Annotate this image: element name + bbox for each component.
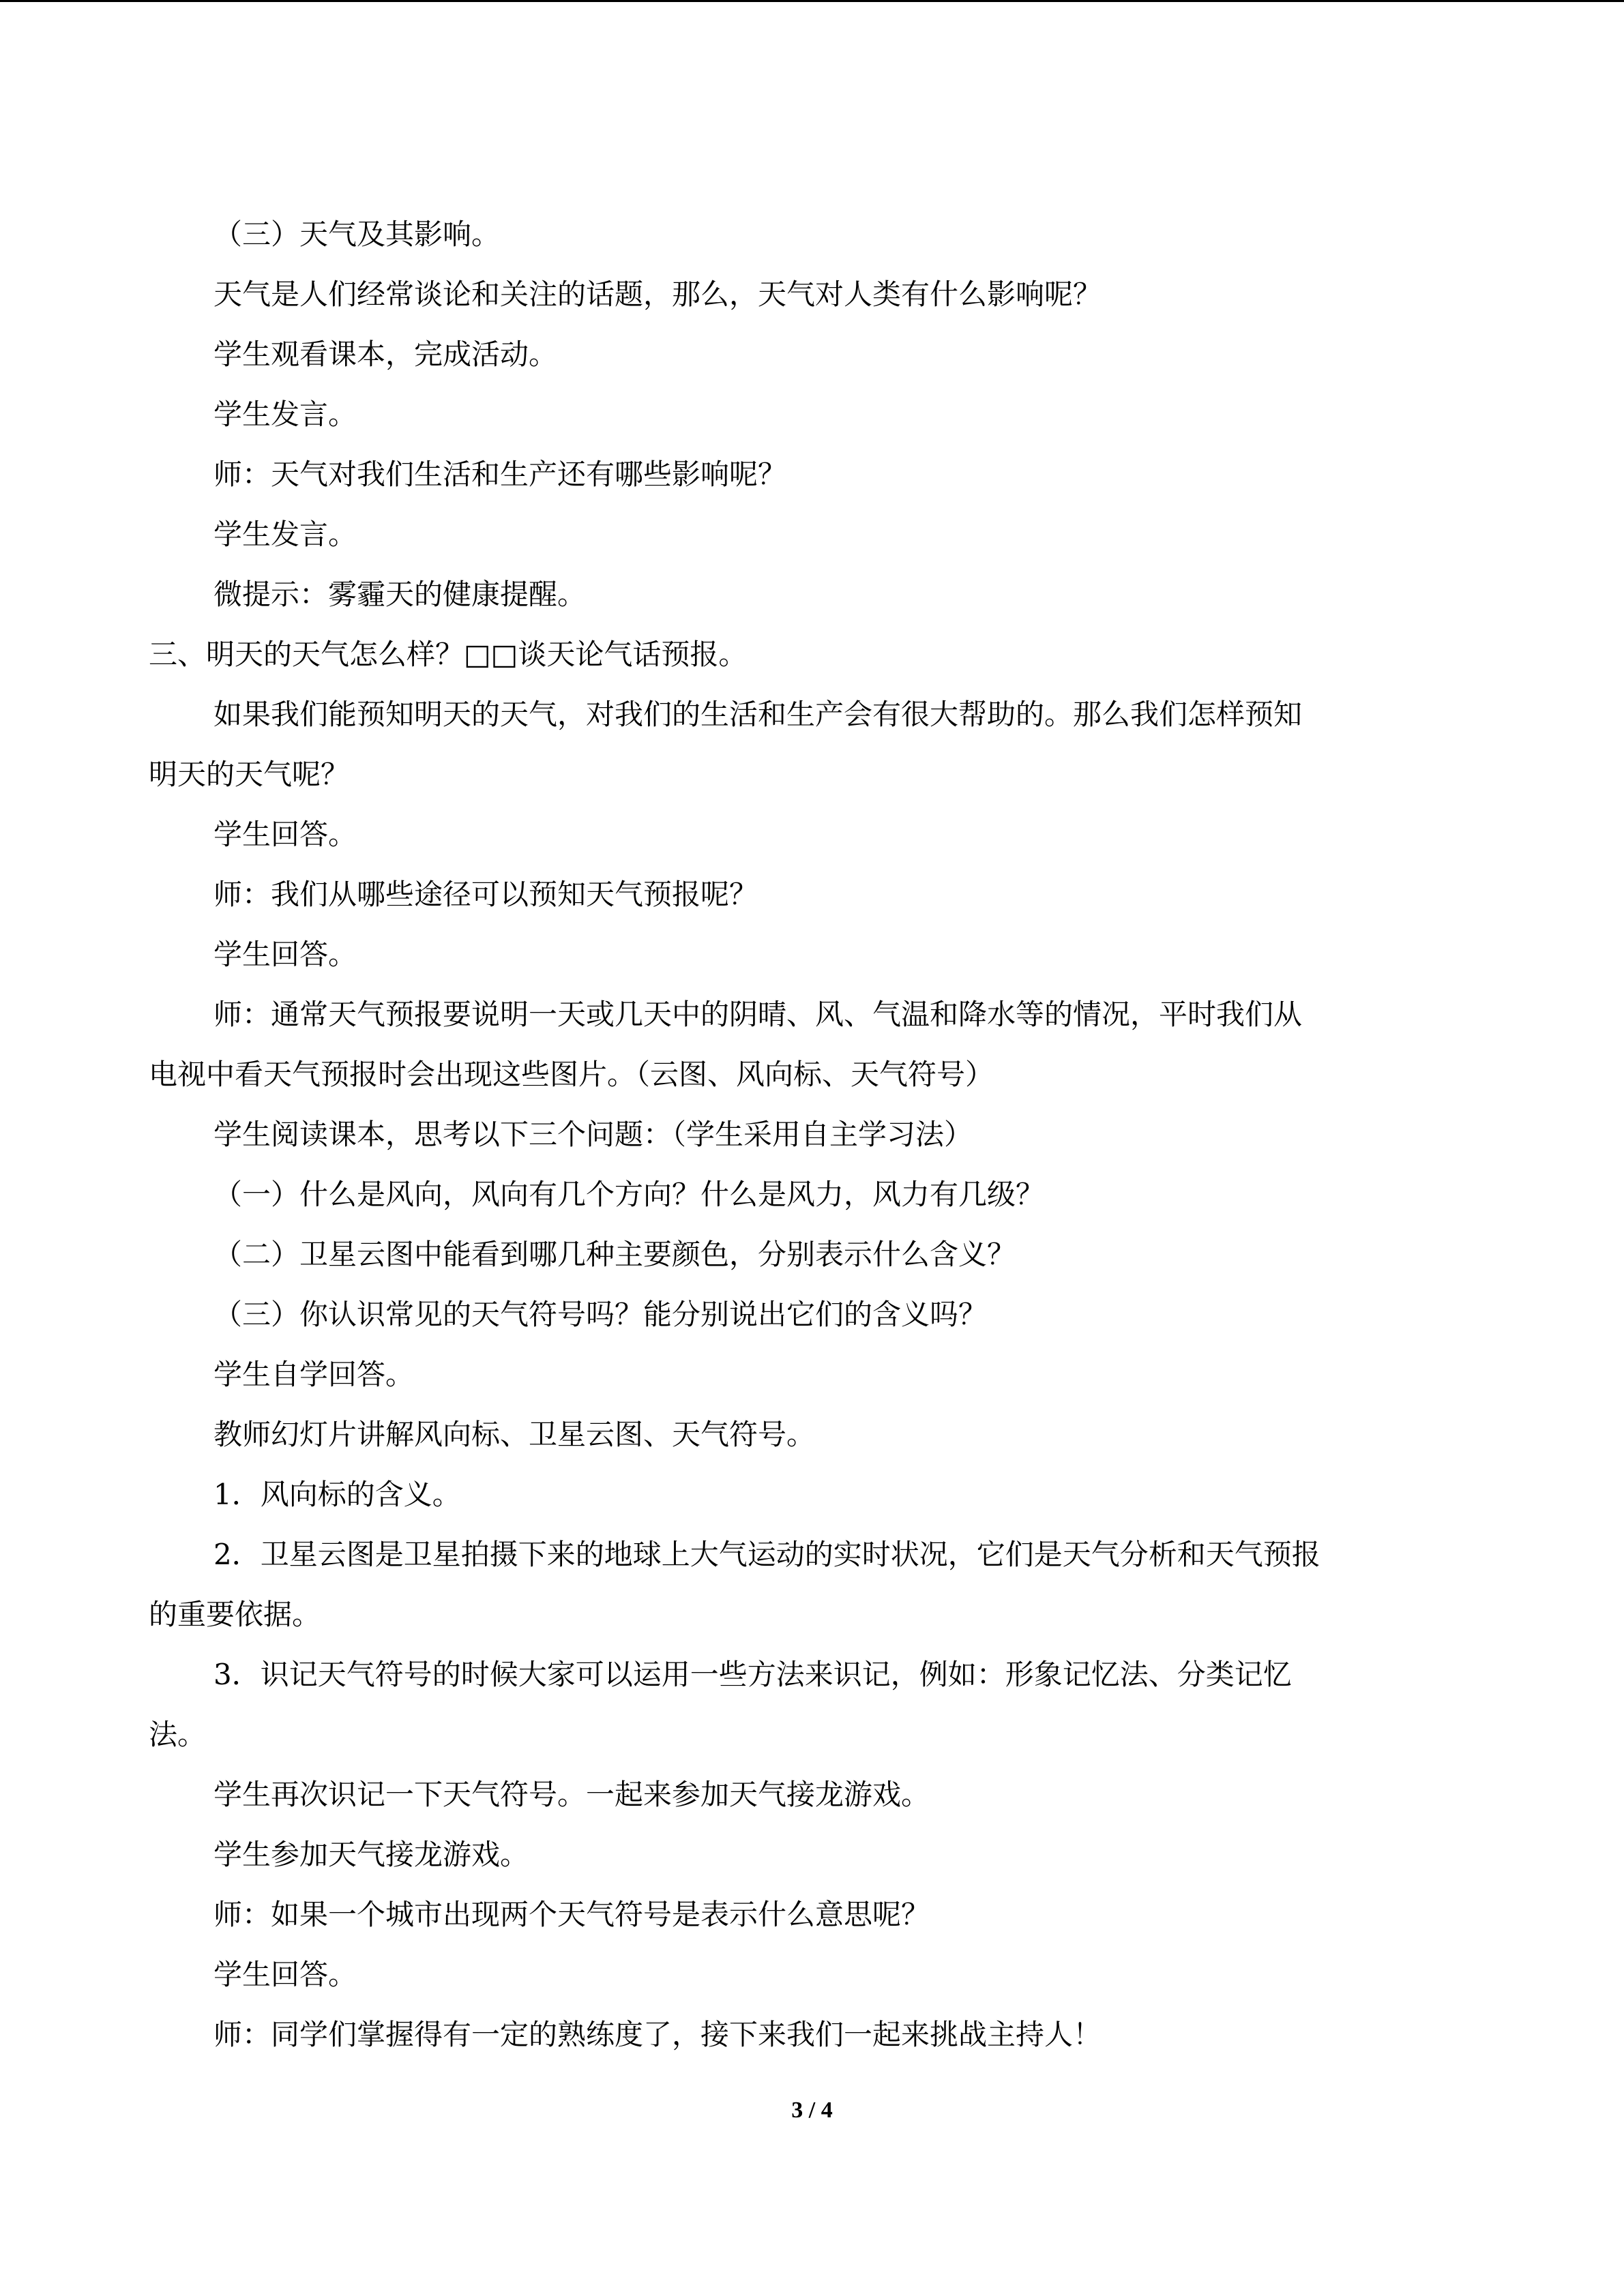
text-line: 的重要依据。	[149, 1598, 321, 1631]
text-line: 学生回答。	[213, 818, 357, 851]
document-body	[149, 205, 1476, 2065]
text-line: 明天的天气呢？	[149, 758, 350, 791]
text-line: 2．卫星云图是卫星拍摄下来的地球上大气运动的实时状况，它们是天气分析和天气预报	[213, 1538, 1320, 1571]
text-line: （二）卫星云图中能看到哪几种主要颜色，分别表示什么含义？	[213, 1238, 1016, 1271]
text-line: 师：我们从哪些途径可以预知天气预报呢？	[213, 878, 758, 911]
text-line: 1．风向标的含义。	[213, 1478, 461, 1511]
text-line: 微提示：雾霾天的健康提醒。	[213, 578, 587, 611]
top-border-line	[0, 0, 1624, 2]
text-line: 学生回答。	[213, 938, 357, 971]
text-line: 师：天气对我们生活和生产还有哪些影响呢？	[213, 458, 787, 491]
text-line: 3．识记天气符号的时候大家可以运用一些方法来识记，例如：形象记忆法、分类记忆	[213, 1658, 1292, 1691]
text-line: （三）你认识常见的天气符号吗？能分别说出它们的含义吗？	[213, 1298, 988, 1331]
text-line: 学生观看课本，完成活动。	[213, 338, 558, 371]
text-line: 学生回答。	[213, 1958, 357, 1991]
text-line: （一）什么是风向，风向有几个方向？什么是风力，风力有几级？	[213, 1178, 1045, 1211]
text-line: 三、明天的天气怎么样？□□谈天论气话预报。	[149, 638, 748, 671]
text-line: 天气是人们经常谈论和关注的话题，那么，天气对人类有什么影响呢？	[213, 278, 1102, 311]
text-line: 师：通常天气预报要说明一天或几天中的阴晴、风、气温和降水等的情况，平时我们从	[213, 998, 1303, 1031]
text-line: 法。	[149, 1718, 207, 1751]
text-line: 学生发言。	[213, 518, 357, 551]
text-line: 学生阅读课本，思考以下三个问题：（学生采用自主学习法）	[213, 1118, 973, 1151]
text-line: 如果我们能预知明天的天气，对我们的生活和生产会有很大帮助的。那么我们怎样预知	[213, 698, 1303, 731]
text-line: （三）天气及其影响。	[213, 218, 501, 251]
text-line: 学生参加天气接龙游戏。	[213, 1838, 529, 1871]
text-line: 学生再次识记一下天气符号。一起来参加天气接龙游戏。	[213, 1778, 930, 1811]
text-line: 师：如果一个城市出现两个天气符号是表示什么意思呢？	[213, 1898, 930, 1931]
text-line: 学生发言。	[213, 398, 357, 431]
text-line: 学生自学回答。	[213, 1358, 415, 1391]
page-number: 3 / 4	[791, 2098, 833, 2123]
text-line: 电视中看天气预报时会出现这些图片。（云图、风向标、天气符号）	[149, 1058, 994, 1091]
text-line: 教师幻灯片讲解风向标、卫星云图、天气符号。	[213, 1418, 816, 1451]
text-line: 师：同学们掌握得有一定的熟练度了，接下来我们一起来挑战主持人！	[213, 2018, 1102, 2051]
